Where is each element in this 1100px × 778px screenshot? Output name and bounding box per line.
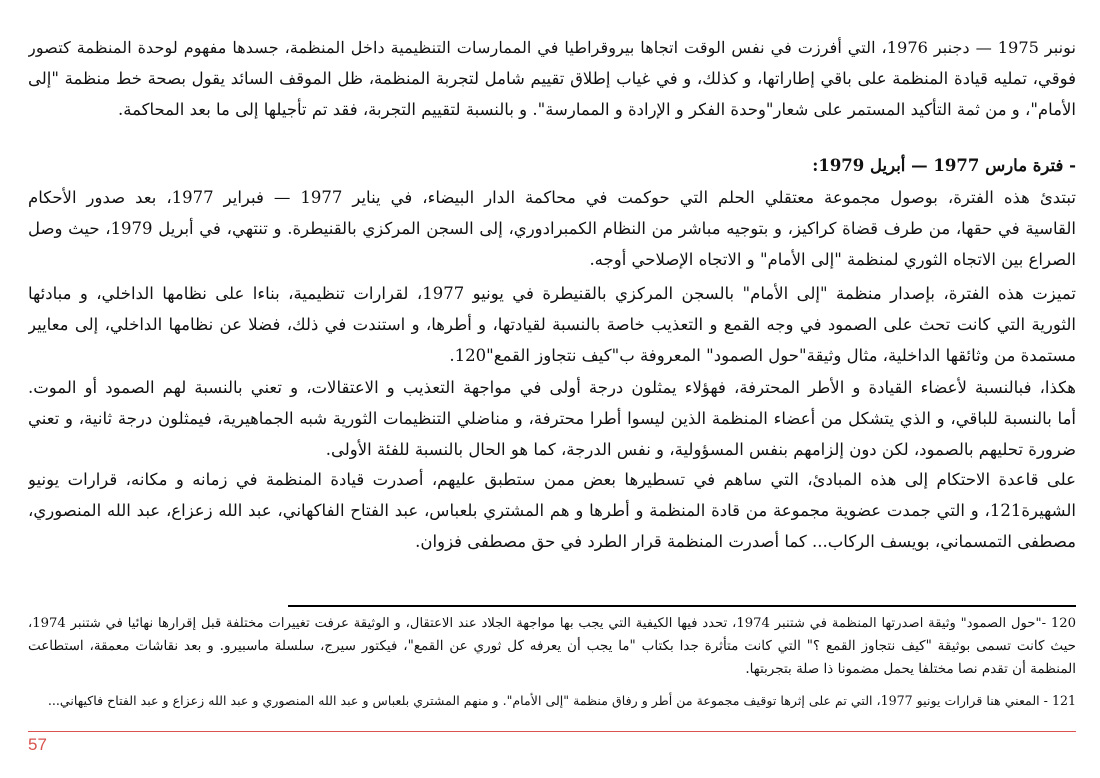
text-line: الشهيرة121، و التي جمدت عضوية مجموعة من قادة المنظمة و أطرها و هم المشتري بلعباس، عبد الفتاح الفاكهاني، عبد الله زعزاع، عبد الله المنصوري، (28, 501, 1076, 520)
footnote-separator (288, 605, 1076, 607)
text-line: هكذا، فبالنسبة لأعضاء القيادة و الأطر المحترفة، فهؤلاء يمثلون درجة أولى في مواجهة التعذيب و الاعتقالات، و تعني بالنسبة لهم الصمود أو الموت. (28, 378, 1076, 397)
text-line: على قاعدة الاحتكام إلى هذه المبادئ، التي ساهم في تسطيرها بعض ممن ستطبق عليهم، أصدرت قيادة المنظمة في زمانه و مكانه، قرارات يونيو (28, 470, 1076, 489)
paragraph-period-intro (28, 182, 1076, 275)
footnote-line: 121 - المعني هنا قرارات يونيو 1977، التي تم على إثرها توقيف مجموعة من أطر و رفاق منظمة "إلى الأمام". و منهم المشتري بلعباس و عبد الله المنصوري و عبد الله زعزاع و عبد الفتاح فاكيهاني... (47, 693, 1076, 708)
footnote-120 (28, 612, 1076, 681)
paragraph-continuation (28, 32, 1076, 125)
text-line: الثورية التي كانت تحث على الصمود في وجه القمع و التعذيب خاصة بالنسبة لقيادتها، و أطرها، و استندت في ذلك، فضلا عن نظامها الداخلي، إلى معايير (28, 315, 1076, 334)
text-line: تبتدئ هذه الفترة، بوصول مجموعة معتقلي الحلم التي حوكمت في محاكمة الدار البيضاء، في يناير 1977 — فبراير 1977، بعد صدور الأحكام (28, 188, 1076, 207)
footnote-line: 120 -"حول الصمود" وثيقة اصدرتها المنظمة في شتنبر 1974، تحدد فيها الكيفية التي يجب بها مواجهة الجلاد عند الاعتقال، و الوثيقة عرفت تغييرات مختلفة قبل إقرارها نهائيا في شتنبر 1974، (28, 616, 1076, 631)
page-footer-rule (28, 731, 1076, 732)
section-heading: - فترة مارس 1977 — أبريل 1979: (812, 156, 1076, 175)
footnote-line: المنظمة أن تقدم نصا مختلفا يحمل مضمونا ذا صلة بتجربتها. (745, 661, 1076, 677)
text-line: نونبر 1975 — دجنبر 1976، التي أفرزت في نفس الوقت اتجاها بيروقراطيا في الممارسات التنظيمية داخل المنظمة، جسدها مفهوم لوحدة المنظمة كتصور (28, 38, 1076, 57)
text-line: تميزت هذه الفترة، بإصدار منظمة "إلى الأمام" بالسجن المركزي بالقنيطرة في يونيو 1977، لقرارات تنظيمية، بناءا على نظامها الداخلي، و مبادئها (28, 284, 1076, 303)
footnote-121 (28, 689, 1076, 712)
paragraph-june-decisions (28, 464, 1076, 557)
page-number: 57 (28, 735, 47, 754)
text-line: القاسية في حقها، من طرف قضاة كراكيز، و بتوجيه مباشر من النظام الكمبرادوري، إلى السجن المركزي بالقنيطرة. و تنتهي، في أبريل 1979، حيث وصل (28, 219, 1076, 238)
text-line: مصطفى التمسماني، بويسف الركاب... كما أصدرت المنظمة قرار الطرد في حق مصطفى فزوان. (415, 532, 1076, 551)
footnote-line: حيث كانت تسمى بوثيقة "كيف نتجاوز القمع ؟" التي كانت متأثرة جدا بكتاب "ما يجب أن يعرفه كل ثوري عن القمع"، فيكتور سيرج، سلسلة ماسبيرو. و بعد نقاشات معمقة، استطاعت (28, 638, 1076, 654)
text-line: ضرورة تحليهم بالصمود، لكن دون إلزامهم بنفس المسؤولية، و نفس الدرجة، كما هو الحال بالنسبة للفئة الأولى. (325, 440, 1076, 459)
paragraph-organizational-decisions (28, 278, 1076, 371)
text-line: أما بالنسبة للباقي، و الذي يتشكل من أعضاء المنظمة الذين ليسوا أطرا محترفة، و مناضلي التنظيمات الثورية شبه الجماهيرية، فيمثلون درجة ثانية، و تعني (28, 409, 1076, 428)
text-line: الصراع بين الاتجاه الثوري لمنظمة "إلى الأمام" و الاتجاه الإصلاحي أوجه. (589, 250, 1076, 269)
text-line: الأمام"، و من ثمة التأكيد المستمر على شعار"وحدة الفكر و الإرادة و الممارسة". و بالنسبة لتقييم التجربة، فقد تم تأجيلها إلى ما بعد المحاكمة. (118, 100, 1076, 119)
text-line: مستمدة من وثائقها الداخلية، مثال وثيقة"حول الصمود" المعروفة ب"كيف نتجاوز القمع"120. (449, 346, 1076, 365)
text-line: فوقي، تمليه قيادة المنظمة على باقي إطاراتها، و كذلك، و في غياب إطلاق تقييم شامل لتجربة المنظمة، ظل الموقف السائد يقول بصحة خط منظمة "إلى (28, 69, 1076, 88)
paragraph-leadership-degrees (28, 372, 1076, 465)
